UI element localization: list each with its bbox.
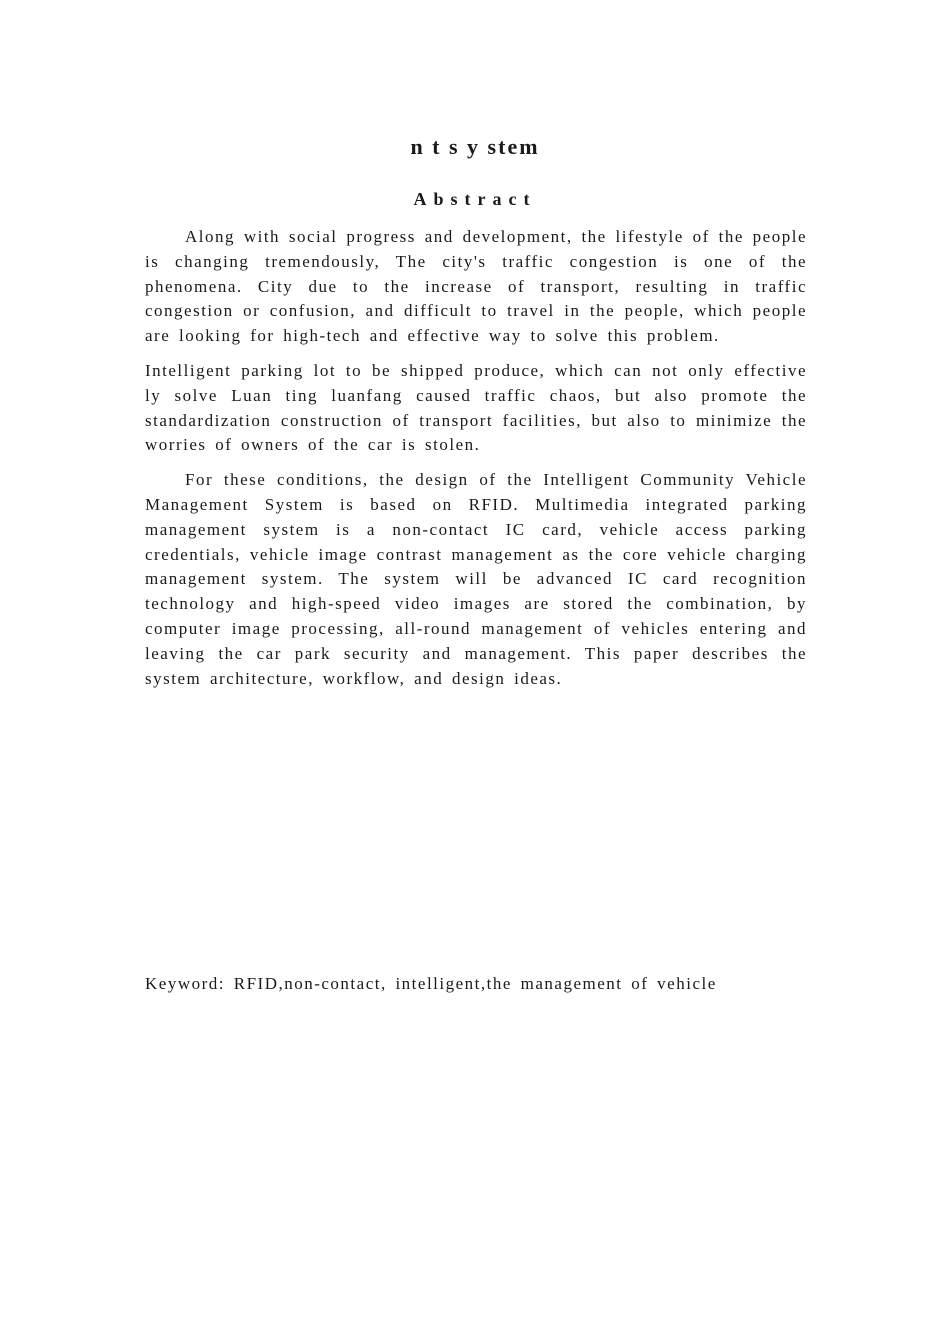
keywords-line: Keyword: RFID,non-contact, intelligent,the management of vehicle xyxy=(145,974,717,993)
abstract-paragraph-3: For these conditions, the design of the Intelligent Community Vehicle Management System is based on RFID. Multimedia integrated parking management system is a non-contact IC card, vehicle access parking credentials, vehicle image contrast management as the core vehicle charging management system. The system will be advanced IC card recognition technology and high-speed video images are stored the combination, by computer image processing, all-round management of vehicles entering and leaving the car park security and management. This paper describes the system architecture, workflow, and design ideas. xyxy=(145,470,807,688)
abstract-body xyxy=(145,225,807,701)
abstract-paragraph-1: Along with social progress and development, the lifestyle of the people is changing tremendously, The city's traffic congestion is one of the phenomena. City due to the increase of transport, resulting in traffic congestion or confusion, and difficult to travel in the people, which people are looking for high-tech and effective way to solve this problem. xyxy=(145,227,807,346)
abstract-paragraph-2: Intelligent parking lot to be shipped produce, which can not only effective ly solve Luan ting luanfang caused traffic chaos, but also promote the standardization construction of transport facilities, but also to minimize the worries of owners of the car is stolen. xyxy=(145,360,807,455)
abstract-heading: Abstract xyxy=(413,189,537,209)
document-title: n t s y stem xyxy=(410,134,540,159)
